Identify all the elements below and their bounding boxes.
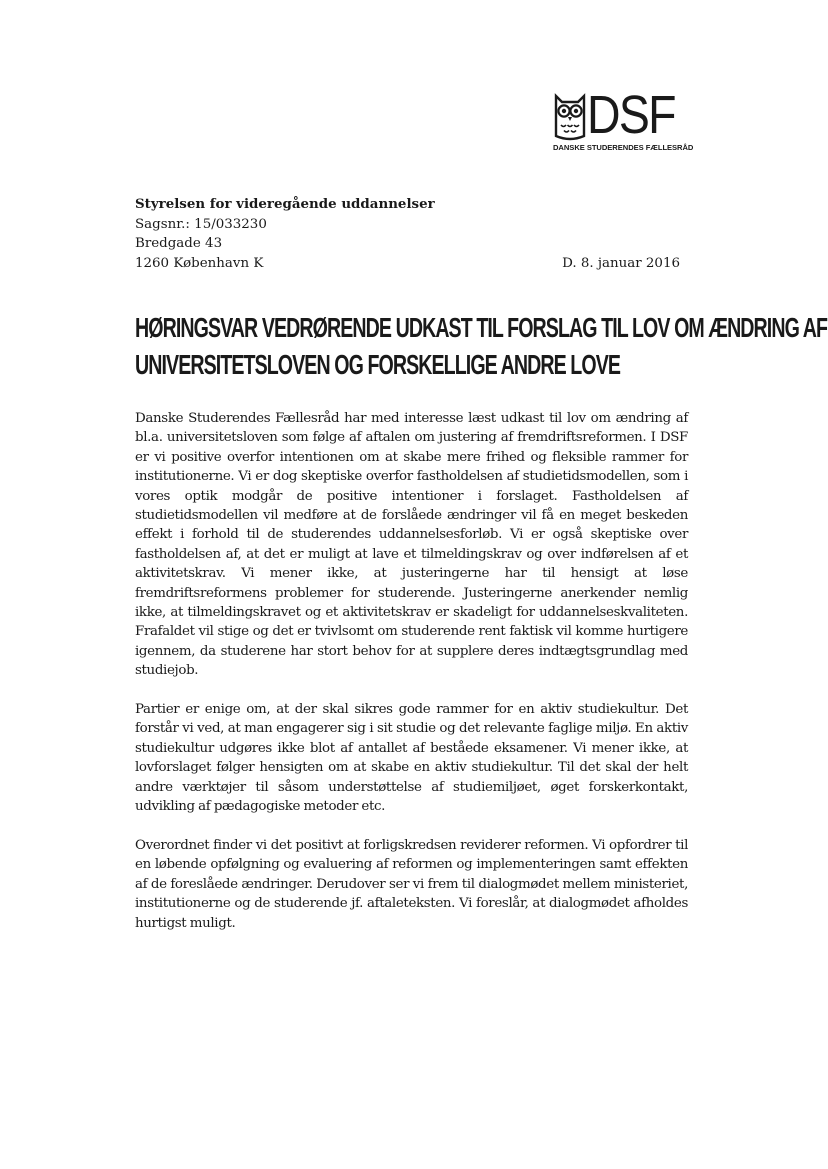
body-paragraph: Overordnet finder vi det positivt at forligskredsen reviderer reformen. Vi opfordrer til en løbende opfølgning og evaluering af reformen og implementeringen samt effekten af de foreslåede ændringer. Derudover ser vi frem til dialogmødet mellem ministeriet, institutionerne og de studerende jf. aftaleteksten. Vi foreslår, at dialogmødet afholdes hurtigst muligt. bbox=[135, 837, 688, 931]
dsf-logo bbox=[553, 85, 694, 154]
owl-icon bbox=[553, 92, 587, 142]
city-address: 1260 København K bbox=[135, 255, 264, 271]
letter-heading bbox=[135, 309, 828, 383]
letter-body bbox=[135, 409, 688, 952]
letter-date: D. 8. januar 2016 bbox=[562, 255, 680, 271]
body-paragraph: Partier er enige om, at der skal sikres gode rammer for en aktiv studiekultur. Det forstår vi ved, at man engagerer sig i sit studie og det relevante faglige miljø. En aktiv studiekultur udgøres ikke blot af antallet af beståede eksamener. Vi mener ikke, at lovforslaget følger hensigten om at skabe en aktiv studiekultur. Til det skal der helt andre værktøjer til såsom understøttelse af studiemiljøet, øget forskerkontakt, udvikling af pædagogiske metoder etc. bbox=[135, 702, 688, 815]
logo-wordmark: DSF bbox=[587, 85, 675, 145]
logo-subtitle: DANSKE STUDERENDES FÆLLESRÅD bbox=[553, 143, 694, 152]
case-number: Sagsnr.: 15/033230 bbox=[135, 216, 267, 232]
heading-line-2: UNIVERSITETSLOVEN OG FORSKELLIGE ANDRE LOVE bbox=[135, 349, 621, 380]
heading-line-1: HØRINGSVAR VEDRØRENDE UDKAST TIL FORSLAG TIL LOV OM ÆNDRING AF bbox=[135, 312, 828, 343]
recipient: Styrelsen for videregående uddannelser bbox=[135, 196, 435, 212]
address-block bbox=[135, 195, 680, 273]
street-address: Bredgade 43 bbox=[135, 236, 223, 251]
body-paragraph: Danske Studerendes Fællesråd har med interesse læst udkast til lov om ændring af bl.a. universitetsloven som følge af aftalen om justering af fremdriftsreformen. I DSF er vi positive overfor intentionen om at skabe mere frihed og fleksible rammer for institutionerne. Vi er dog skeptiske overfor fastholdelsen af studietidsmodellen, som i vores optik modgår de positive intentioner i forslaget. Fastholdelsen af studietidsmodellen vil medføre at de forslåede ændringer vil få en meget beskeden effekt i forhold til de studerendes uddannelsesforløb. Vi er også skeptiske over fastholdelsen af, at det er muligt at lave et tilmeldingskrav og over indførelsen af et aktivitetskrav. Vi mener ikke, at justeringerne har til hensigt at løse fremdriftsreformens problemer for studerende. Justeringerne anerkender nemlig ikke, at tilmeldingskravet og et aktivitetskrav er skadeligt for uddannelseskvaliteten. Frafaldet vil stige og det er tvivlsomt om studerende rent faktisk vil komme hurtigere igennem, da studerene har stort behov for at supplere deres indtægtsgrundlag med studiejob. bbox=[135, 411, 688, 679]
